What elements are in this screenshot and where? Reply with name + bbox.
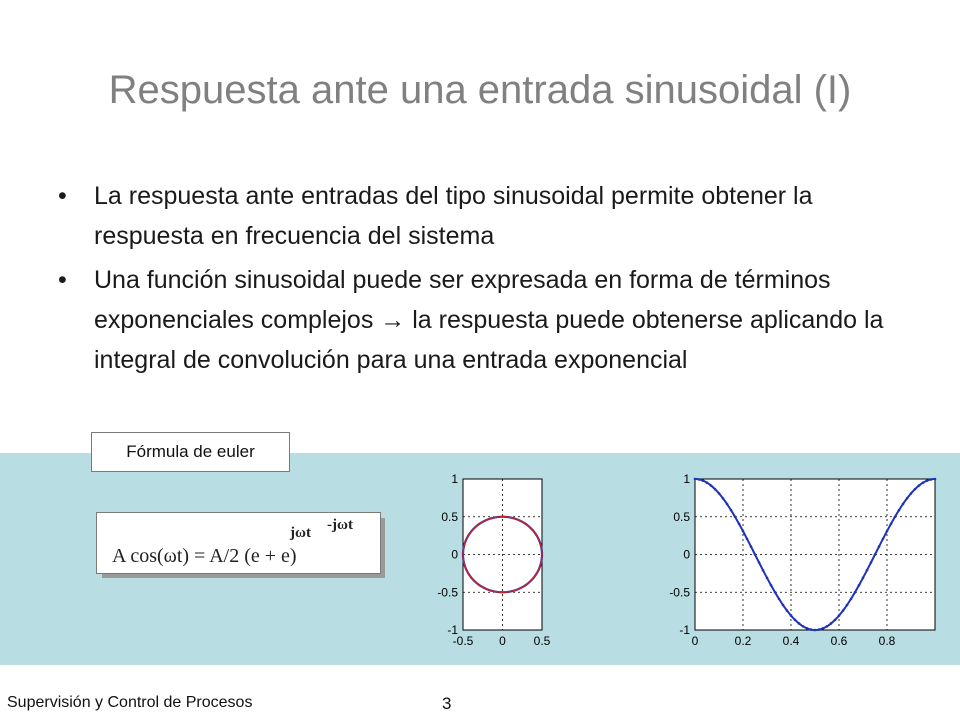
cosine-point xyxy=(906,497,909,500)
cosine-point xyxy=(754,553,757,556)
cosine-point xyxy=(786,609,789,612)
cosine-point xyxy=(858,584,861,587)
y-tick-label: 0.5 xyxy=(441,509,458,524)
cosine-point xyxy=(774,591,777,594)
cosine-point xyxy=(758,561,761,564)
cosine-point xyxy=(730,509,733,512)
cosine-point xyxy=(742,530,745,533)
cosine-point xyxy=(794,619,797,622)
y-tick-label: 0 xyxy=(451,547,458,562)
x-tick-label: 0.5 xyxy=(533,634,551,648)
cosine-point xyxy=(750,545,753,548)
cosine-point xyxy=(922,481,925,484)
cosine-point xyxy=(854,591,857,594)
cosine-point xyxy=(810,628,813,631)
formula-exponent-positive: jωt xyxy=(290,525,311,541)
cosine-point xyxy=(834,619,837,622)
x-tick-label: 0.4 xyxy=(782,634,800,648)
cosine-point xyxy=(746,538,749,541)
cosine-point xyxy=(738,522,741,525)
cosine-point xyxy=(766,577,769,580)
cosine-point xyxy=(850,598,853,601)
cosine-point xyxy=(694,478,697,481)
x-tick-label: 0.8 xyxy=(878,634,896,648)
cosine-point xyxy=(910,492,913,495)
cosine-point xyxy=(706,481,709,484)
bullet-text: La respuesta ante entradas del tipo sinusoidal permite obtener la respuesta en frecuencia del sistema xyxy=(94,182,813,250)
cosine-point xyxy=(886,530,889,533)
y-tick-label: -1 xyxy=(679,623,690,637)
x-tick-label: 0 xyxy=(499,634,506,648)
cosine-point xyxy=(778,598,781,601)
y-tick-label: 0 xyxy=(683,547,690,562)
cosine-point xyxy=(842,609,845,612)
cosine-point xyxy=(798,622,801,625)
cosine-point xyxy=(878,545,881,548)
euler-formula-label: Fórmula de euler xyxy=(91,432,290,472)
bullet-text: Una función sinusoidal puede ser expresada en forma de términos exponenciales complejos → la respuesta puede obtenerse aplicando la integral de convolución para una entrada exponencial xyxy=(94,266,884,374)
formula-exponent-negative: -jωt xyxy=(327,517,353,533)
cosine-point xyxy=(926,479,929,482)
cosine-point xyxy=(830,622,833,625)
cosine-point xyxy=(726,503,729,506)
cosine-point xyxy=(770,584,773,587)
cosine-point xyxy=(870,561,873,564)
cosine-point xyxy=(890,522,893,525)
x-tick-label: 0.6 xyxy=(830,634,848,648)
cosine-point xyxy=(702,479,705,482)
cosine-point xyxy=(918,484,921,487)
x-tick-label: -0.5 xyxy=(452,634,474,648)
cosine-point xyxy=(698,478,701,481)
slide-title: Respuesta ante una entrada sinusoidal (I) xyxy=(108,68,852,112)
x-tick-label: 0.2 xyxy=(734,634,752,648)
cosine-point xyxy=(934,478,937,481)
y-tick-label: 1 xyxy=(451,472,458,486)
cosine-point xyxy=(722,497,725,500)
cosine-point xyxy=(882,538,885,541)
cosine-point xyxy=(802,625,805,628)
cosine-point xyxy=(898,509,901,512)
cosine-point xyxy=(914,488,917,491)
cosine-point xyxy=(838,614,841,617)
x-tick-label: 0 xyxy=(691,634,699,648)
cosine-point xyxy=(818,628,821,631)
cosine-point xyxy=(930,478,933,481)
cosine-point xyxy=(718,492,721,495)
cosine-point xyxy=(762,569,765,572)
cosine-point xyxy=(902,503,905,506)
page-number: 3 xyxy=(442,694,452,713)
y-tick-label: -1 xyxy=(447,623,458,637)
cosine-point xyxy=(894,515,897,518)
formula-expression: A cos(ωt) = A/2 (e + e) xyxy=(112,545,297,567)
cosine-point xyxy=(862,577,865,580)
cosine-point xyxy=(822,627,825,630)
y-tick-label: 1 xyxy=(683,472,690,486)
cosine-point xyxy=(826,625,829,628)
cosine-point xyxy=(814,629,817,632)
cosine-point xyxy=(806,627,809,630)
cosine-point xyxy=(714,488,717,491)
cosine-point xyxy=(874,553,877,556)
cosine-point xyxy=(782,604,785,607)
y-tick-label: -0.5 xyxy=(437,585,458,600)
bullet-marker: • xyxy=(58,182,67,210)
y-tick-label: -0.5 xyxy=(669,585,690,600)
cosine-point xyxy=(866,569,869,572)
footer-course-name: Supervisión y Control de Procesos xyxy=(7,694,253,711)
y-tick-label: 0.5 xyxy=(673,509,690,524)
cosine-point xyxy=(846,604,849,607)
cosine-point xyxy=(790,614,793,617)
bullet-marker: • xyxy=(58,266,67,294)
cosine-point xyxy=(734,515,737,518)
cosine-point xyxy=(710,484,713,487)
